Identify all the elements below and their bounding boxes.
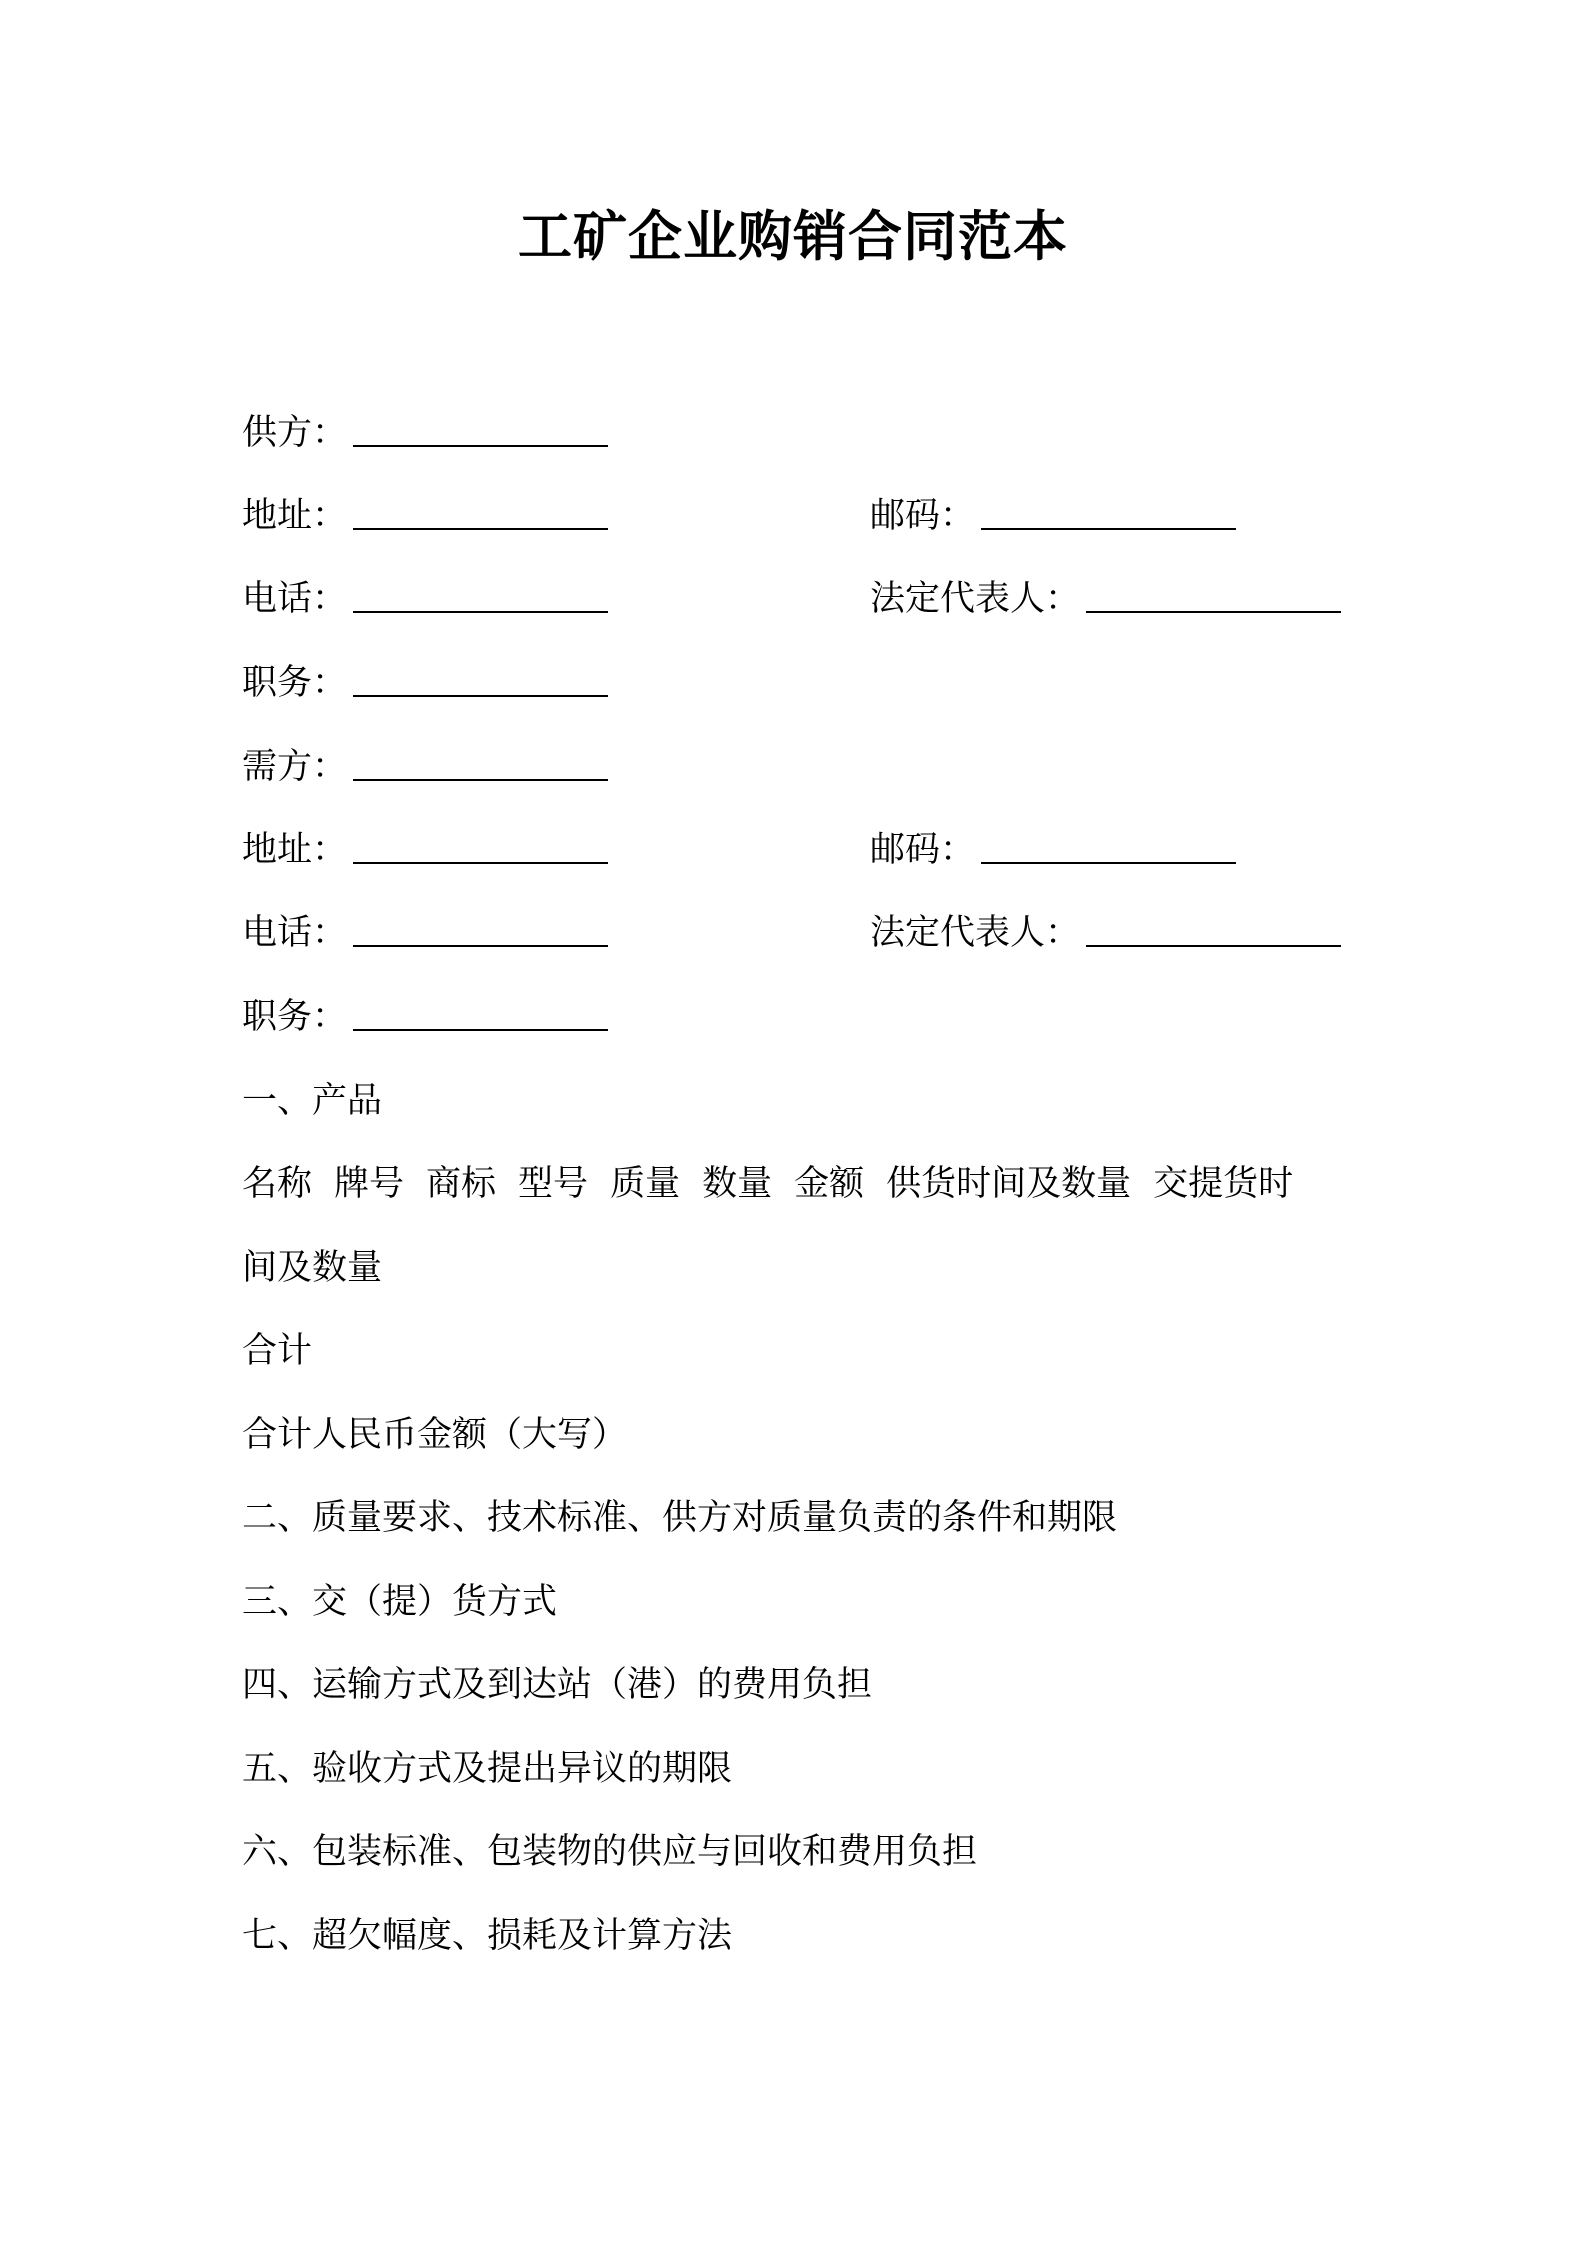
supplier-position-label: 职务： [242, 663, 348, 703]
section-1-heading: 一、产品 [242, 1081, 383, 1121]
section-3-heading: 三、交（提）货方式 [242, 1582, 558, 1622]
document-title: 工矿企业购销合同范本 [518, 205, 1068, 268]
supplier-party-label: 供方： [242, 413, 348, 453]
buyer-address-line [242, 829, 608, 871]
supplier-legal-rep-line [870, 578, 1341, 620]
supplier-address-label: 地址： [242, 496, 348, 536]
product-column-model: 型号 [518, 1164, 589, 1204]
buyer-address-label: 地址： [242, 830, 348, 870]
buyer-legal-rep-blank[interactable] [1086, 915, 1341, 947]
supplier-address-line [242, 495, 608, 537]
buyer-party-blank[interactable] [353, 749, 608, 781]
supplier-phone-line [242, 578, 608, 620]
supplier-postcode-line [870, 495, 1236, 537]
section-5-heading: 五、验收方式及提出异议的期限 [242, 1749, 733, 1789]
supplier-party-blank[interactable] [353, 415, 608, 447]
supplier-legal-rep-blank[interactable] [1086, 581, 1341, 613]
supplier-legal-rep-label: 法定代表人： [870, 579, 1081, 619]
buyer-legal-rep-label: 法定代表人： [870, 913, 1081, 953]
product-columns [242, 1163, 1315, 1205]
product-column-quality: 质量 [610, 1164, 681, 1204]
total-line: 合计 [242, 1331, 313, 1371]
section-6-heading: 六、包装标准、包装物的供应与回收和费用负担 [242, 1832, 978, 1872]
buyer-party-line [242, 746, 608, 788]
product-column-name: 名称 [242, 1164, 313, 1204]
product-column-amount: 金额 [794, 1164, 865, 1204]
buyer-phone-blank[interactable] [353, 915, 608, 947]
buyer-party-label: 需方： [242, 747, 348, 787]
buyer-postcode-line [870, 829, 1236, 871]
supplier-party-line [242, 412, 608, 454]
supplier-phone-label: 电话： [242, 579, 348, 619]
buyer-address-blank[interactable] [353, 832, 608, 864]
buyer-phone-label: 电话： [242, 913, 348, 953]
total-rmb-line: 合计人民币金额（大写） [242, 1415, 628, 1455]
product-columns-continued: 间及数量 [242, 1248, 383, 1288]
supplier-address-blank[interactable] [353, 498, 608, 530]
product-column-grade: 牌号 [334, 1164, 405, 1204]
buyer-postcode-blank[interactable] [981, 832, 1236, 864]
section-2-heading: 二、质量要求、技术标准、供方对质量负责的条件和期限 [242, 1498, 1118, 1538]
supplier-phone-blank[interactable] [353, 581, 608, 613]
supplier-position-line [242, 662, 608, 704]
product-column-quantity: 数量 [702, 1164, 773, 1204]
product-column-trademark: 商标 [426, 1164, 497, 1204]
buyer-phone-line [242, 912, 608, 954]
supplier-postcode-label: 邮码： [870, 496, 976, 536]
buyer-position-label: 职务： [242, 997, 348, 1037]
buyer-position-line [242, 996, 608, 1038]
product-column-delivery-time: 交提货时 [1153, 1164, 1294, 1204]
section-4-heading: 四、运输方式及到达站（港）的费用负担 [242, 1665, 873, 1705]
buyer-legal-rep-line [870, 912, 1341, 954]
buyer-postcode-label: 邮码： [870, 830, 976, 870]
buyer-position-blank[interactable] [353, 999, 608, 1031]
supplier-position-blank[interactable] [353, 665, 608, 697]
section-7-heading: 七、超欠幅度、损耗及计算方法 [242, 1916, 733, 1956]
product-column-supply-time: 供货时间及数量 [886, 1164, 1132, 1204]
supplier-postcode-blank[interactable] [981, 498, 1236, 530]
